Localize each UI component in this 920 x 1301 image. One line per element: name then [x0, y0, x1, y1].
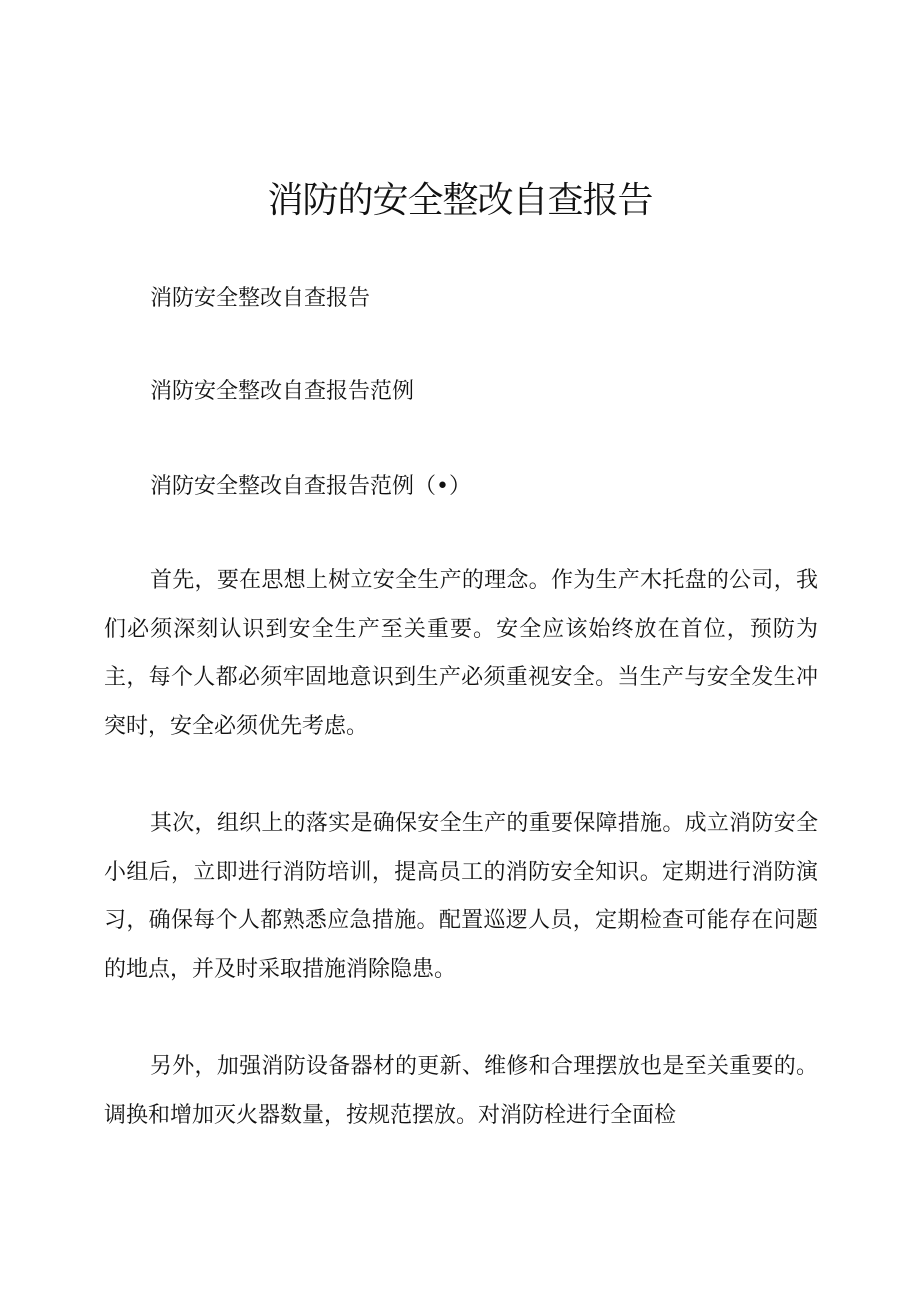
subtitle-line: 消防安全整改自查报告 — [150, 286, 371, 311]
body-paragraph: 另外，加强消防设备器材的更新、维修和合理摆放也是至关重要的。调换和增加灭火器数量，按规范摆放。对消防栓进行全面检 — [104, 1054, 818, 1128]
body-paragraph: 其次，组织上的落实是确保安全生产的重要保障措施。成立消防安全小组后，立即进行消防培训，提高员工的消防安全知识。定期进行消防演习，确保每个人都熟悉应急措施。配置巡逻人员，定期检查可能存在问题的地点，并及时采取措施消除隐患。 — [104, 811, 818, 982]
body-paragraph: 首先，要在思想上树立安全生产的理念。作为生产木托盘的公司，我们必须深刻认识到安全生产至关重要。安全应该始终放在首位，预防为主，每个人都必须牢固地意识到生产必须重视安全。当生产与安全发生冲突时，安全必须优先考虑。 — [104, 568, 818, 739]
subtitle-line: 消防安全整改自查报告范例（•） — [150, 474, 471, 499]
document-title: 消防的安全整改自查报告 — [267, 180, 653, 221]
subtitle-line: 消防安全整改自查报告范例 — [150, 379, 415, 404]
